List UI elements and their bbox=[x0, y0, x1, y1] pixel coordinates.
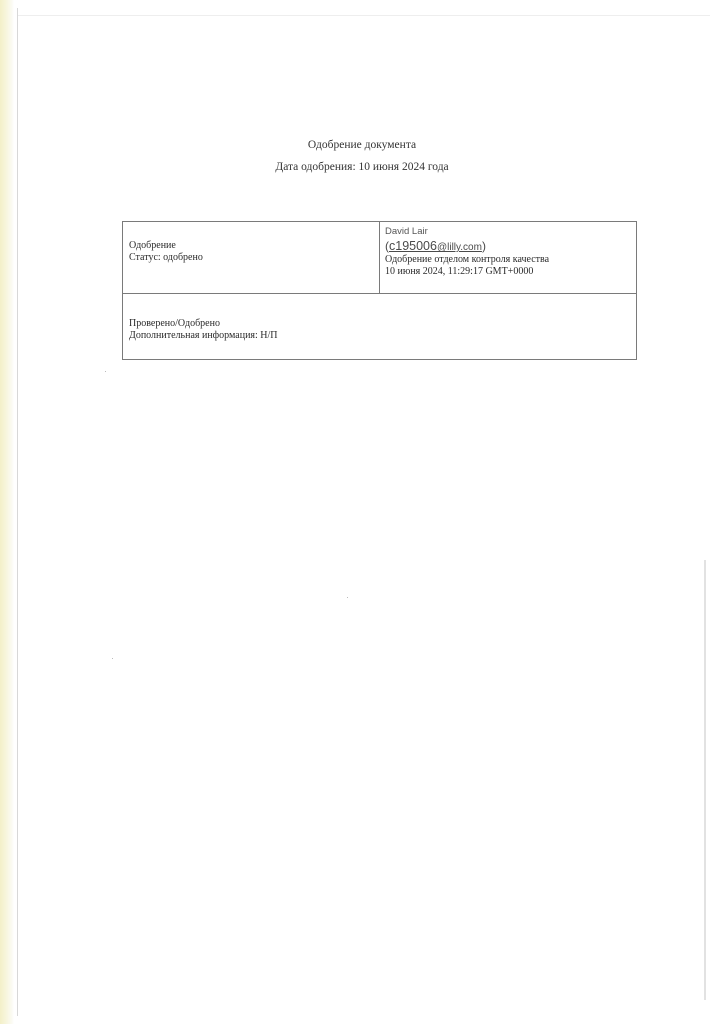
approval-status-cell bbox=[129, 240, 203, 264]
signer-name: David Lair bbox=[385, 226, 428, 237]
column-divider bbox=[379, 222, 380, 293]
status-label: Статус: одобрено bbox=[129, 252, 203, 263]
signer-cell bbox=[385, 226, 549, 278]
scan-border-right bbox=[704, 560, 706, 1000]
additional-info: Дополнительная информация: Н/П bbox=[129, 330, 278, 341]
email-paren-open: ( bbox=[385, 239, 389, 253]
signer-role: Одобрение отделом контроля качества bbox=[385, 254, 550, 265]
approval-table bbox=[122, 221, 637, 360]
scan-speck bbox=[105, 371, 106, 372]
signature-timestamp: 10 июня 2024, 11:29:17 GMT+0000 bbox=[385, 266, 534, 277]
email-user-id: c195006 bbox=[389, 239, 437, 253]
row-divider bbox=[123, 293, 636, 294]
document-header bbox=[0, 138, 724, 174]
verification-cell bbox=[129, 318, 278, 342]
email-domain: @lilly.com bbox=[436, 242, 482, 253]
scan-border-top bbox=[18, 15, 710, 16]
verified-label: Проверено/Одобрено bbox=[129, 318, 220, 329]
approval-label: Одобрение bbox=[129, 240, 176, 251]
email-paren-close: ) bbox=[481, 239, 486, 253]
scan-speck bbox=[112, 658, 113, 659]
scan-speck bbox=[347, 597, 348, 598]
document-title: Одобрение документа bbox=[307, 139, 417, 151]
approval-date: Дата одобрения: 10 июня 2024 года bbox=[275, 161, 449, 173]
signer-email bbox=[385, 240, 549, 254]
